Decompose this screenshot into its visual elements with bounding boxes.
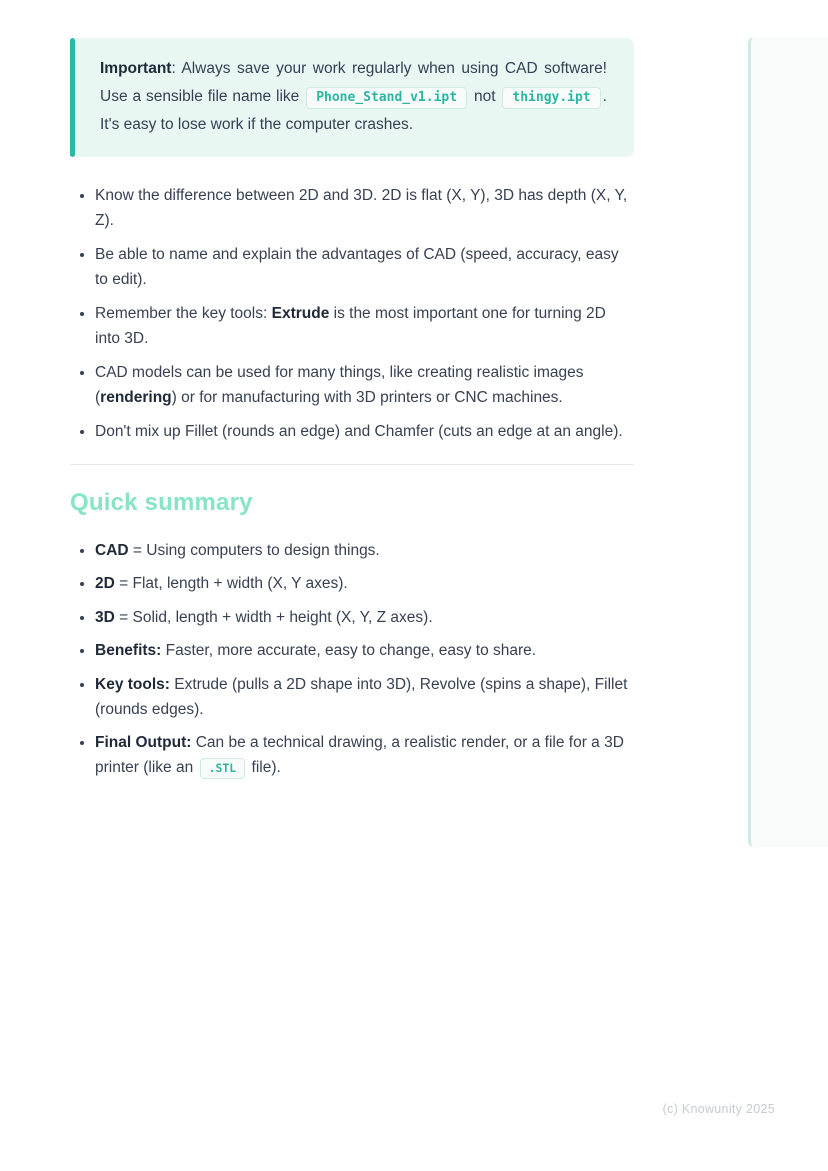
- list-item-text: Remember the key tools:: [95, 304, 272, 322]
- callout-accent-bar: [70, 38, 75, 157]
- list-item-text: Don't mix up Fillet (rounds an edge) and Chamfer (cuts an edge at an angle).: [95, 422, 623, 440]
- list-item: [95, 672, 634, 722]
- list-item-bold: 2D: [95, 575, 115, 592]
- list-item-text: Extrude (pulls a 2D shape into 3D), Revolve (spins a shape), Fillet (rounds edges).: [95, 675, 628, 718]
- code-chip-stl-file: .STL: [200, 758, 246, 779]
- list-item-bold: Extrude: [271, 304, 330, 322]
- quick-summary-heading: Quick summary: [70, 488, 253, 516]
- section-divider: [70, 464, 634, 465]
- list-item-text: file).: [247, 759, 281, 776]
- important-callout: [70, 38, 634, 157]
- list-item-bold: 3D: [95, 608, 115, 626]
- list-item-text: = Solid, length + width + height (X, Y, Z axes).: [114, 608, 433, 626]
- list-item: [95, 538, 634, 563]
- list-item: [95, 571, 634, 596]
- list-item: [95, 419, 634, 444]
- code-chip-bad-filename: thingy.ipt: [502, 87, 600, 109]
- list-item-text: Can be a technical drawing, a realistic render, or a file for a 3D printer (like an: [95, 734, 624, 776]
- list-item-text: = Using computers to design things.: [128, 541, 380, 559]
- list-item-text: is the most important one for turning 2D into 3D.: [95, 304, 606, 347]
- list-item-text: = Flat, length + width (X, Y axes).: [114, 575, 348, 592]
- callout-segment: : Always save your work regularly when using CAD software! Use a sensible file name like: [100, 60, 607, 105]
- callout-segment: . It's easy to lose work if the computer crashes.: [100, 87, 607, 133]
- list-item: [95, 242, 634, 292]
- list-item: [95, 638, 634, 663]
- list-item: [95, 360, 634, 410]
- list-item-text: Faster, more accurate, easy to change, easy to share.: [161, 642, 537, 659]
- footer-copyright: (c) Knowunity 2025: [662, 1102, 775, 1116]
- next-page-sliver: [748, 37, 828, 847]
- list-item-text: Be able to name and explain the advantages of CAD (speed, accuracy, easy to edit).: [95, 245, 619, 288]
- list-item-bold: CAD: [95, 541, 129, 559]
- list-item-bold: Benefits:: [95, 642, 162, 659]
- callout-text: [100, 55, 607, 139]
- exam-tips-list: [70, 183, 634, 444]
- callout-bold-label: Important: [100, 60, 172, 77]
- callout-segment: not: [469, 87, 501, 105]
- list-item: [95, 301, 634, 351]
- code-chip-good-filename: Phone_Stand_v1.ipt: [306, 87, 467, 109]
- list-item: [95, 183, 634, 233]
- quick-summary-list: [70, 538, 634, 782]
- list-item-text: Know the difference between 2D and 3D. 2D is flat (X, Y), 3D has depth (X, Y, Z).: [95, 186, 628, 229]
- list-item-text: ) or for manufacturing with 3D printers or CNC machines.: [171, 388, 563, 406]
- list-item: [95, 730, 634, 781]
- list-item: [95, 605, 634, 630]
- list-item-bold: rendering: [100, 388, 172, 406]
- list-item-bold: Key tools:: [95, 675, 170, 693]
- list-item-bold: Final Output:: [95, 734, 192, 751]
- list-item-text: CAD models can be used for many things, like creating realistic images (: [95, 363, 584, 406]
- document-content: [70, 38, 634, 790]
